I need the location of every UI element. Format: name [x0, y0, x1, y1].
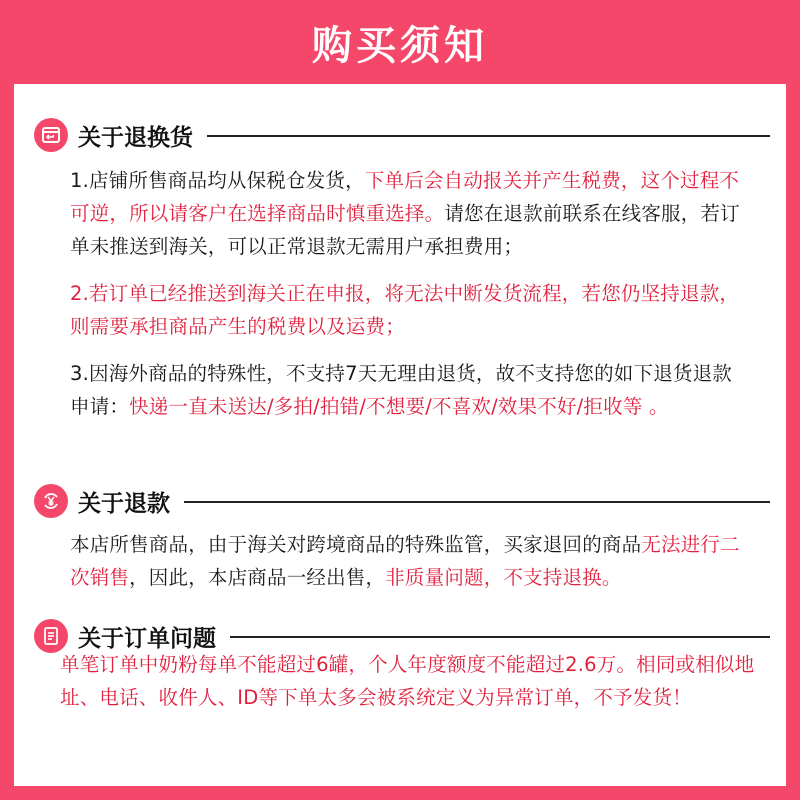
highlight-text: 单笔订单中奶粉每单不能超过6罐，个人年度额度不能超过2.6万。相同或相似地址、电话、收件人、ID等下单太多会被系统定义为异常订单，不予发货！	[60, 653, 755, 709]
yen-refund-icon	[34, 484, 68, 518]
highlight-text: 非质量问题，不支持退换。	[385, 566, 622, 589]
section-heading-refund	[34, 484, 770, 518]
divider	[230, 636, 770, 638]
text: 本店所售商品，由于海关对跨境商品的特殊监管，买家退回的商品	[70, 533, 642, 556]
returns-paragraph-1	[70, 164, 750, 263]
divider	[184, 501, 770, 503]
notice-panel	[14, 84, 786, 786]
divider	[207, 135, 770, 137]
text: 3.因海外商品的特殊性，不支持7天无理由退货，故不支持您的如下退货退款申请：	[70, 362, 733, 418]
section-title: 关于订单问题	[78, 625, 216, 652]
returns-paragraph-3	[70, 357, 750, 423]
return-box-icon	[34, 118, 68, 152]
text: 1.店铺所售商品均从保税仓发货，	[70, 169, 365, 192]
highlight-text: 下单后会自动报关并产生税费，这个过程不可逆，所以请客户在选择商品时慎重选择。	[70, 169, 740, 225]
highlight-text: 无法进行二次销售	[70, 533, 740, 589]
returns-paragraph-2	[70, 277, 750, 343]
text: ，因此，本店商品一经出售，	[129, 566, 386, 589]
highlight-text: 2.若订单已经推送到海关正在申报，将无法中断发货流程，若您仍坚持退款，则需要承担商品产生的税费以及运费；	[70, 282, 740, 338]
orders-paragraph	[60, 648, 760, 714]
text: 请您在退款前联系在线客服，若订单未推送到海关，可以正常退款无需用户承担费用；	[70, 202, 740, 258]
refund-paragraph	[70, 528, 750, 594]
section-heading-returns	[34, 118, 770, 152]
highlight-text: 快递一直未送达/多拍/拍错/不想要/不喜欢/效果不好/拒收等 。	[129, 395, 669, 418]
section-title: 关于退换货	[78, 124, 193, 151]
section-title: 关于退款	[78, 490, 170, 517]
page-title: 购买须知	[312, 22, 488, 69]
